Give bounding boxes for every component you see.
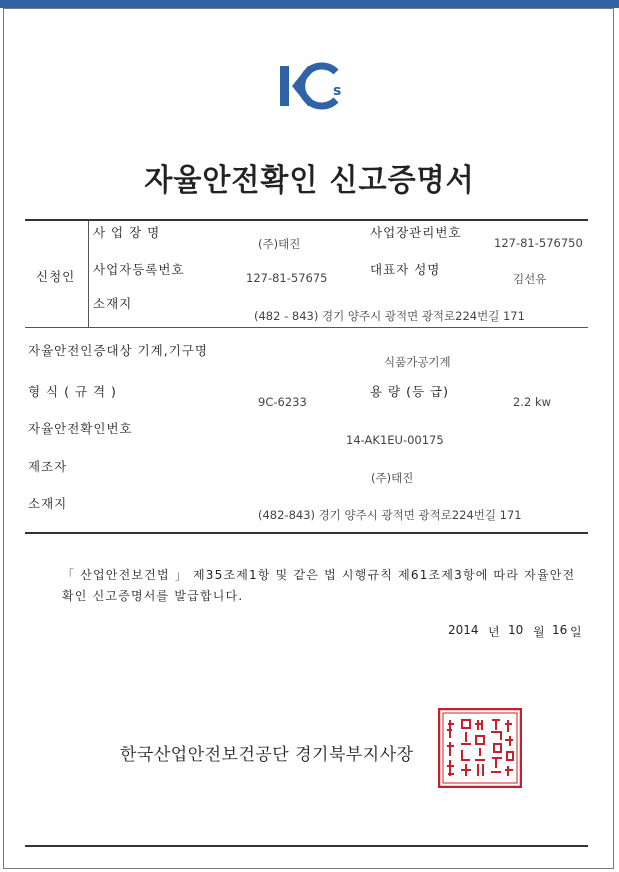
issue-year: 2014 (448, 623, 479, 637)
table-bottom-border (25, 532, 588, 534)
registration-no-value: 127-81-57675 (246, 271, 328, 285)
manufacturer-address-value: (482-843) 경기 양주시 광적면 광적로224번길 171 (258, 508, 522, 522)
equipment-name-label: 자율안전인증대상 기계,기구명 (28, 343, 208, 358)
management-no-label: 사업장관리번호 (370, 225, 462, 240)
applicant-section-label: 신청인 (36, 269, 76, 284)
issue-month: 10 (508, 623, 524, 637)
kcs-logo (278, 62, 342, 112)
applicant-column-divider (88, 221, 89, 327)
issue-year-unit: 년 (488, 625, 500, 639)
issue-day-unit: 일 (570, 625, 582, 639)
document-title: 자율안전확인 신고증명서 (144, 162, 475, 198)
issue-month-unit: 월 (533, 625, 545, 639)
business-name-value: (주)태진 (258, 237, 301, 251)
manufacturer-label: 제조자 (28, 459, 68, 474)
business-name-label: 사 업 장 명 (93, 225, 161, 240)
applicant-address-label: 소재지 (93, 296, 133, 311)
confirmation-no-label: 자율안전확인번호 (28, 421, 133, 436)
official-seal (438, 708, 522, 788)
model-value: 9C-6233 (258, 395, 307, 409)
table-top-border (25, 219, 588, 221)
issuer-name: 한국산업안전보건공단 경기북부지사장 (120, 745, 414, 765)
statement-line-2: 확인 신고증명서를 발급합니다. (62, 589, 244, 603)
representative-label: 대표자 성명 (370, 262, 441, 277)
capacity-value: 2.2 kw (513, 395, 552, 409)
capacity-label: 용 량 (등 급) (370, 384, 449, 399)
manufacturer-value: (주)태진 (371, 471, 414, 485)
equipment-name-value: 식품가공기계 (384, 355, 451, 369)
representative-value: 김선유 (513, 272, 547, 286)
management-no-value: 127-81-576750 (494, 236, 583, 250)
statement-line-1: 「 산업안전보건법 」 제35조제1항 및 같은 법 시행규칙 제61조제3항에 따라 자율안전 (62, 568, 576, 582)
svg-text:s: s (333, 83, 342, 99)
applicant-section-divider (25, 327, 588, 328)
registration-no-label: 사업자등록번호 (93, 262, 185, 277)
model-label: 형 식 ( 규 격 ) (28, 384, 117, 399)
top-accent-bar (0, 0, 619, 8)
applicant-address-value: (482 - 843) 경기 양주시 광적면 광적로224번길 171 (254, 309, 525, 323)
confirmation-no-value: 14-AK1EU-00175 (346, 433, 444, 447)
issue-day: 16 (552, 623, 568, 637)
manufacturer-address-label: 소재지 (28, 496, 68, 511)
footer-rule (25, 845, 588, 847)
